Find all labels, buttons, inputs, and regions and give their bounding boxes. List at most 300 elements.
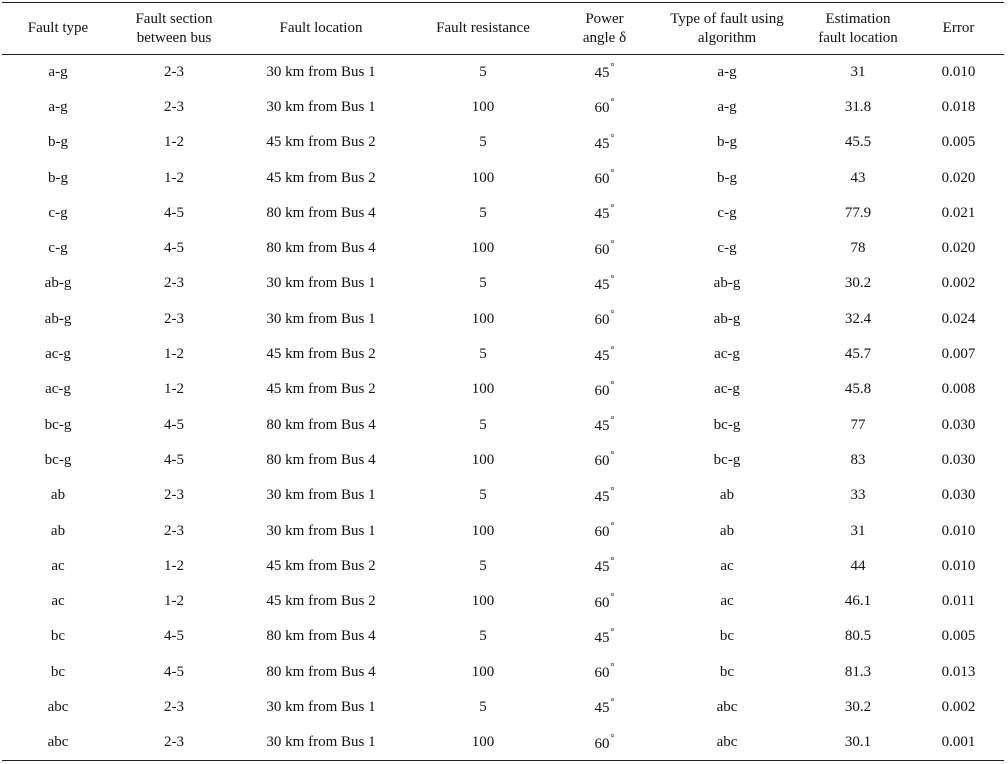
cell-value: 4-5 [164, 240, 184, 257]
table-row [2, 266, 1004, 301]
cell-value: 5 [479, 416, 487, 433]
cell-fault-section [114, 584, 234, 619]
cell-fault-section [114, 125, 234, 160]
cell-fault-resistance [408, 725, 558, 760]
table-row [2, 196, 1004, 231]
table-row [2, 125, 1004, 160]
cell-value: 5 [479, 628, 487, 645]
cell-value: 77 [850, 416, 866, 433]
fault-results-table [2, 2, 1004, 761]
degree-symbol: ° [610, 732, 615, 744]
cell-value: ac-g [714, 381, 740, 398]
cell-fault-section [114, 160, 234, 195]
cell-value: 100 [471, 593, 495, 610]
table-row [2, 231, 1004, 266]
cell-fault-type [2, 619, 114, 654]
cell-fault-resistance [408, 160, 558, 195]
cell-value: 45 [594, 135, 610, 152]
cell-value: bc-g [44, 451, 72, 468]
cell-estimated-location [803, 372, 913, 407]
cell-fault-type [2, 584, 114, 619]
table-row [2, 407, 1004, 442]
header-text-line: algorithm [697, 29, 757, 46]
cell-value: 1-2 [164, 169, 184, 186]
cell-value: 100 [471, 451, 495, 468]
cell-value: 31 [850, 522, 866, 539]
header-text-line: Estimation [825, 10, 891, 27]
cell-value: 100 [471, 240, 495, 257]
degree-symbol: ° [610, 62, 615, 74]
cell-value: ac [51, 557, 65, 574]
cell-fault-type [2, 407, 114, 442]
cell-algorithm-fault-type [651, 125, 803, 160]
cell-estimated-location [803, 655, 913, 690]
cell-value: 44 [850, 557, 866, 574]
cell-fault-location [234, 55, 408, 90]
table-row [2, 302, 1004, 337]
cell-value: 60 [594, 171, 610, 188]
cell-value: 80.5 [844, 628, 872, 645]
degree-symbol: ° [610, 591, 615, 603]
cell-fault-location [234, 725, 408, 760]
cell-value: 100 [471, 310, 495, 327]
degree-symbol: ° [610, 556, 615, 568]
cell-error [913, 55, 1004, 90]
header-power-angle [558, 3, 651, 55]
cell-value: 0.007 [941, 346, 976, 363]
cell-value: 45 [594, 276, 610, 293]
cell-value: 30 km from Bus 1 [266, 310, 376, 327]
cell-fault-resistance [408, 619, 558, 654]
cell-value: c-g [48, 240, 68, 257]
cell-value: 45 km from Bus 2 [266, 593, 376, 610]
cell-value: 5 [479, 698, 487, 715]
cell-value: 0.024 [941, 310, 976, 327]
cell-algorithm-fault-type [651, 407, 803, 442]
cell-algorithm-fault-type [651, 655, 803, 690]
cell-error [913, 443, 1004, 478]
header-text-line: Error [942, 20, 975, 36]
cell-value: 80 km from Bus 4 [266, 240, 376, 257]
cell-value: 0.030 [941, 451, 976, 468]
cell-fault-location [234, 443, 408, 478]
cell-fault-location [234, 690, 408, 725]
cell-value: 31.8 [844, 98, 872, 115]
degree-symbol: ° [610, 97, 615, 109]
cell-value: 45.8 [844, 381, 872, 398]
cell-value: 1-2 [164, 557, 184, 574]
cell-value: 0.010 [941, 63, 976, 80]
cell-power-angle [558, 125, 651, 160]
table-row [2, 372, 1004, 407]
cell-value: 45 [594, 700, 610, 717]
cell-value: bc-g [713, 451, 741, 468]
cell-fault-section [114, 725, 234, 760]
cell-fault-resistance [408, 584, 558, 619]
degree-symbol: ° [610, 309, 615, 321]
cell-error [913, 125, 1004, 160]
cell-value: 4-5 [164, 628, 184, 645]
cell-fault-location [234, 196, 408, 231]
cell-value: 30 km from Bus 1 [266, 98, 376, 115]
cell-fault-section [114, 337, 234, 372]
cell-value: 5 [479, 134, 487, 151]
cell-fault-section [114, 55, 234, 90]
degree-symbol: ° [610, 697, 615, 709]
cell-value: 45 km from Bus 2 [266, 169, 376, 186]
cell-fault-type [2, 90, 114, 125]
cell-value: 2-3 [164, 310, 184, 327]
cell-fault-type [2, 196, 114, 231]
cell-error [913, 549, 1004, 584]
cell-fault-type [2, 443, 114, 478]
cell-fault-type [2, 125, 114, 160]
cell-value: b-g [48, 169, 68, 186]
cell-value: 4-5 [164, 663, 184, 680]
table-row [2, 690, 1004, 725]
cell-value: abc [47, 734, 69, 751]
cell-power-angle [558, 231, 651, 266]
degree-symbol: ° [610, 273, 615, 285]
cell-value: ab [50, 522, 66, 539]
cell-value: 45 [594, 559, 610, 576]
table-row [2, 549, 1004, 584]
cell-value: ab-g [713, 275, 741, 292]
cell-value: 45 km from Bus 2 [266, 346, 376, 363]
cell-estimated-location [803, 196, 913, 231]
cell-fault-resistance [408, 478, 558, 513]
cell-error [913, 266, 1004, 301]
cell-value: 60 [594, 241, 610, 258]
cell-error [913, 690, 1004, 725]
header-text-line: Fault type [27, 20, 89, 36]
cell-power-angle [558, 513, 651, 548]
cell-fault-section [114, 513, 234, 548]
cell-value: 60 [594, 524, 610, 540]
cell-fault-resistance [408, 55, 558, 90]
header-text-line: Fault resistance [436, 20, 530, 36]
cell-value: c-g [48, 204, 68, 221]
degree-symbol: ° [610, 450, 615, 462]
cell-power-angle [558, 55, 651, 90]
cell-estimated-location [803, 584, 913, 619]
cell-fault-section [114, 302, 234, 337]
cell-value: 30 km from Bus 1 [266, 698, 376, 715]
cell-fault-resistance [408, 407, 558, 442]
cell-value: 4-5 [164, 416, 184, 433]
cell-value: 0.002 [941, 275, 976, 292]
degree-symbol: ° [610, 662, 615, 674]
cell-estimated-location [803, 725, 913, 760]
cell-power-angle [558, 302, 651, 337]
cell-value: 80 km from Bus 4 [266, 628, 376, 645]
cell-error [913, 407, 1004, 442]
cell-estimated-location [803, 160, 913, 195]
cell-value: 100 [471, 381, 495, 398]
cell-value: 80 km from Bus 4 [266, 416, 376, 433]
cell-value: 2-3 [164, 487, 184, 504]
cell-fault-type [2, 337, 114, 372]
cell-power-angle [558, 266, 651, 301]
cell-error [913, 372, 1004, 407]
cell-error [913, 619, 1004, 654]
cell-value: a-g [48, 98, 68, 115]
cell-value: 60 [594, 312, 610, 329]
cell-value: 30.2 [844, 698, 872, 715]
cell-fault-type [2, 549, 114, 584]
cell-value: 45 [594, 65, 610, 82]
cell-algorithm-fault-type [651, 337, 803, 372]
table-row [2, 584, 1004, 619]
header-text-line: Fault section [135, 10, 213, 27]
cell-value: 0.020 [941, 240, 976, 257]
cell-algorithm-fault-type [651, 372, 803, 407]
header-algorithm-fault-type [651, 3, 803, 55]
cell-value: bc-g [44, 416, 72, 433]
header-fault-resistance [408, 3, 558, 55]
cell-value: a-g [717, 63, 737, 80]
cell-value: 100 [471, 98, 495, 115]
cell-fault-type [2, 231, 114, 266]
cell-fault-type [2, 690, 114, 725]
cell-value: 45 [594, 488, 610, 505]
cell-value: 5 [479, 346, 487, 363]
cell-value: 0.005 [941, 628, 976, 645]
cell-fault-resistance [408, 690, 558, 725]
cell-power-angle [558, 725, 651, 760]
header-estimated-location [803, 3, 913, 55]
cell-algorithm-fault-type [651, 619, 803, 654]
cell-value: 45 [594, 347, 610, 364]
table-header [2, 3, 1004, 55]
cell-algorithm-fault-type [651, 160, 803, 195]
cell-fault-resistance [408, 372, 558, 407]
header-fault-location [234, 3, 408, 55]
cell-algorithm-fault-type [651, 196, 803, 231]
cell-fault-type [2, 725, 114, 760]
cell-power-angle [558, 90, 651, 125]
cell-value: 4-5 [164, 451, 184, 468]
cell-value: 0.030 [941, 487, 976, 504]
cell-estimated-location [803, 55, 913, 90]
cell-value: 1-2 [164, 134, 184, 151]
cell-value: 100 [471, 169, 495, 186]
table-row [2, 55, 1004, 90]
table-row [2, 513, 1004, 548]
header-text-line: angle δ [582, 29, 627, 46]
cell-value: 60 [594, 382, 610, 399]
cell-fault-location [234, 302, 408, 337]
cell-value: ab [719, 487, 735, 504]
cell-value: abc [716, 734, 738, 751]
cell-power-angle [558, 690, 651, 725]
table-row [2, 337, 1004, 372]
cell-value: 2-3 [164, 63, 184, 80]
cell-power-angle [558, 372, 651, 407]
cell-power-angle [558, 337, 651, 372]
cell-fault-resistance [408, 302, 558, 337]
cell-value: 30 km from Bus 1 [266, 63, 376, 80]
cell-fault-section [114, 196, 234, 231]
cell-fault-resistance [408, 90, 558, 125]
header-text-line: Fault location [279, 20, 363, 36]
cell-fault-location [234, 372, 408, 407]
cell-algorithm-fault-type [651, 231, 803, 266]
cell-value: 2-3 [164, 698, 184, 715]
cell-estimated-location [803, 90, 913, 125]
cell-algorithm-fault-type [651, 725, 803, 760]
cell-error [913, 584, 1004, 619]
table-row [2, 90, 1004, 125]
cell-value: bc [719, 628, 735, 645]
cell-algorithm-fault-type [651, 478, 803, 513]
cell-fault-location [234, 584, 408, 619]
degree-symbol: ° [610, 626, 615, 638]
cell-value: 0.021 [941, 204, 976, 221]
cell-value: 45 [594, 418, 610, 435]
cell-value: bc [50, 663, 66, 680]
cell-value: 5 [479, 275, 487, 292]
cell-value: a-g [48, 63, 68, 80]
cell-value: 0.001 [941, 734, 976, 751]
cell-algorithm-fault-type [651, 302, 803, 337]
degree-symbol: ° [610, 344, 615, 356]
cell-fault-location [234, 549, 408, 584]
cell-error [913, 90, 1004, 125]
cell-value: ab-g [44, 275, 72, 292]
cell-fault-resistance [408, 549, 558, 584]
cell-fault-location [234, 655, 408, 690]
degree-symbol: ° [610, 132, 615, 144]
header-fault-type [2, 3, 114, 55]
cell-power-angle [558, 549, 651, 584]
cell-algorithm-fault-type [651, 549, 803, 584]
cell-value: 2-3 [164, 522, 184, 539]
cell-fault-type [2, 372, 114, 407]
table-row [2, 619, 1004, 654]
cell-value: 78 [850, 240, 866, 257]
cell-value: 45 km from Bus 2 [266, 134, 376, 151]
degree-symbol: ° [610, 485, 615, 497]
cell-value: 100 [471, 522, 495, 539]
table-row [2, 443, 1004, 478]
degree-symbol: ° [610, 203, 615, 215]
cell-estimated-location [803, 690, 913, 725]
cell-fault-resistance [408, 337, 558, 372]
cell-value: 45 km from Bus 2 [266, 381, 376, 398]
cell-error [913, 725, 1004, 760]
cell-error [913, 196, 1004, 231]
header-error [913, 3, 1004, 55]
cell-value: 60 [594, 735, 610, 752]
cell-value: 1-2 [164, 346, 184, 363]
cell-value: 4-5 [164, 204, 184, 221]
cell-estimated-location [803, 407, 913, 442]
cell-algorithm-fault-type [651, 443, 803, 478]
cell-value: bc [719, 663, 735, 680]
cell-error [913, 337, 1004, 372]
cell-value: 83 [850, 451, 866, 468]
cell-value: 43 [850, 169, 866, 186]
cell-value: 0.002 [941, 698, 976, 715]
cell-value: 2-3 [164, 98, 184, 115]
cell-value: ac-g [45, 381, 71, 398]
cell-value: ab [50, 487, 66, 504]
cell-power-angle [558, 478, 651, 513]
cell-value: bc [50, 628, 66, 645]
cell-estimated-location [803, 337, 913, 372]
cell-estimated-location [803, 513, 913, 548]
cell-value: 60 [594, 665, 610, 682]
cell-algorithm-fault-type [651, 690, 803, 725]
cell-value: ab-g [44, 310, 72, 327]
cell-value: 80 km from Bus 4 [266, 451, 376, 468]
cell-fault-section [114, 549, 234, 584]
cell-value: 100 [471, 663, 495, 680]
cell-fault-type [2, 478, 114, 513]
cell-value: 77.9 [844, 204, 872, 221]
cell-value: 33 [850, 487, 866, 504]
cell-fault-section [114, 372, 234, 407]
cell-power-angle [558, 584, 651, 619]
cell-fault-type [2, 55, 114, 90]
cell-value: 60 [594, 594, 610, 611]
cell-error [913, 231, 1004, 266]
header-text-line: between bus [136, 29, 212, 46]
cell-value: 5 [479, 63, 487, 80]
cell-value: 45.5 [844, 134, 872, 151]
cell-error [913, 478, 1004, 513]
cell-value: 0.010 [941, 522, 976, 539]
cell-fault-location [234, 478, 408, 513]
cell-estimated-location [803, 443, 913, 478]
cell-fault-section [114, 690, 234, 725]
cell-value: 0.030 [941, 416, 976, 433]
cell-value: 45 km from Bus 2 [266, 557, 376, 574]
cell-value: 45 [594, 206, 610, 223]
degree-symbol: ° [610, 238, 615, 250]
cell-power-angle [558, 160, 651, 195]
cell-fault-location [234, 160, 408, 195]
cell-value: ab [719, 522, 735, 539]
cell-estimated-location [803, 549, 913, 584]
cell-fault-type [2, 513, 114, 548]
cell-error [913, 513, 1004, 548]
cell-value: ac [720, 593, 734, 610]
cell-value: 1-2 [164, 593, 184, 610]
cell-value: 30 km from Bus 1 [266, 522, 376, 539]
cell-fault-location [234, 513, 408, 548]
cell-value: 45.7 [844, 346, 872, 363]
cell-fault-section [114, 655, 234, 690]
cell-value: bc-g [713, 416, 741, 433]
cell-value: 0.013 [941, 663, 976, 680]
cell-fault-section [114, 443, 234, 478]
cell-fault-resistance [408, 196, 558, 231]
cell-fault-resistance [408, 231, 558, 266]
cell-fault-type [2, 266, 114, 301]
cell-fault-section [114, 90, 234, 125]
cell-power-angle [558, 655, 651, 690]
cell-value: 30 km from Bus 1 [266, 275, 376, 292]
cell-value: 100 [471, 734, 495, 751]
cell-estimated-location [803, 302, 913, 337]
cell-value: abc [47, 698, 69, 715]
cell-value: ac [720, 557, 734, 574]
cell-value: 0.010 [941, 557, 976, 574]
cell-fault-resistance [408, 125, 558, 160]
cell-algorithm-fault-type [651, 584, 803, 619]
